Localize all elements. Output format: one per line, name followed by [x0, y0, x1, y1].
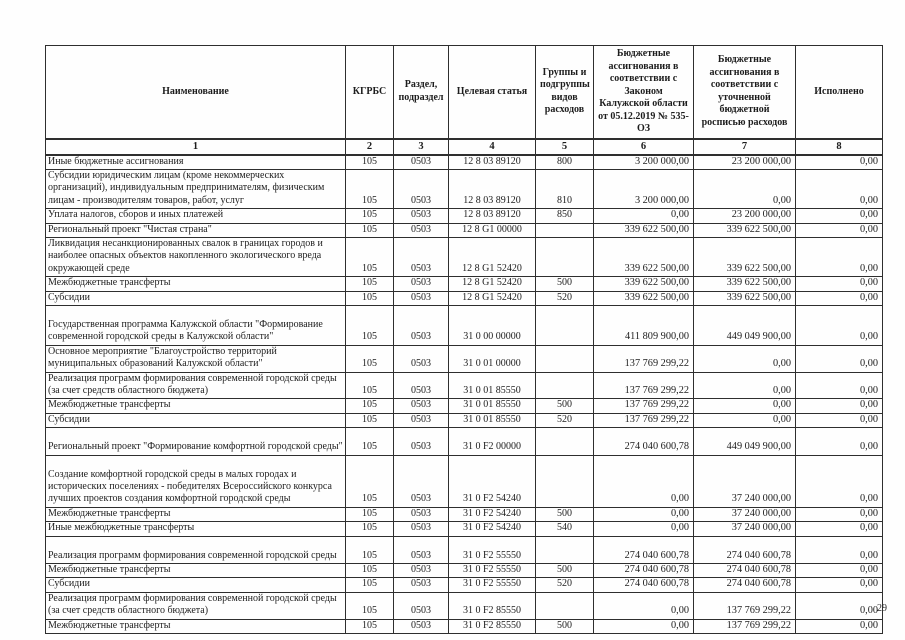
- row-expense-group-cell: 500: [536, 507, 594, 521]
- table-row: [46, 372, 883, 399]
- row-kgrbs-cell: 105: [346, 455, 394, 507]
- row-law-amount-cell: 137 769 299,22: [594, 372, 694, 399]
- row-kgrbs-cell: 105: [346, 592, 394, 619]
- row-expense-group-cell: 520: [536, 413, 594, 427]
- table-row: [46, 455, 883, 507]
- column-header-rospis-appropriations: Бюджетные ассигнования в соответствии с уточненной бюджетной росписью расходов: [694, 46, 796, 139]
- row-law-amount-cell: 137 769 299,22: [594, 413, 694, 427]
- row-expense-group-cell: 810: [536, 169, 594, 208]
- row-rospis-amount-cell: 0,00: [694, 372, 796, 399]
- row-expense-group-cell: 850: [536, 209, 594, 223]
- row-target-article-cell: 12 8 G1 00000: [449, 223, 536, 237]
- row-name-cell: Региональный проект "Чистая страна": [46, 223, 346, 237]
- row-law-amount-cell: 274 040 600,78: [594, 428, 694, 455]
- row-executed-amount-cell: 0,00: [796, 223, 883, 237]
- row-law-amount-cell: 339 622 500,00: [594, 291, 694, 305]
- row-executed-amount-cell: 0,00: [796, 428, 883, 455]
- row-law-amount-cell: 274 040 600,78: [594, 564, 694, 578]
- row-rospis-amount-cell: 449 049 900,00: [694, 305, 796, 345]
- row-name-cell: Межбюджетные трансферты: [46, 507, 346, 521]
- row-law-amount-cell: 0,00: [594, 592, 694, 619]
- row-expense-group-cell: 500: [536, 399, 594, 413]
- table-row: [46, 619, 883, 633]
- row-razdel-cell: 0503: [394, 522, 449, 536]
- table-row: [46, 399, 883, 413]
- row-law-amount-cell: 339 622 500,00: [594, 223, 694, 237]
- row-rospis-amount-cell: 339 622 500,00: [694, 237, 796, 276]
- row-kgrbs-cell: 105: [346, 413, 394, 427]
- row-kgrbs-cell: 105: [346, 536, 394, 563]
- table-row: [46, 507, 883, 521]
- row-razdel-cell: 0503: [394, 428, 449, 455]
- row-expense-group-cell: 520: [536, 291, 594, 305]
- column-number: 3: [394, 139, 449, 155]
- row-executed-amount-cell: 0,00: [796, 305, 883, 345]
- row-expense-group-cell: 500: [536, 564, 594, 578]
- row-expense-group-cell: 800: [536, 155, 594, 170]
- row-name-cell: Иные бюджетные ассигнования: [46, 155, 346, 170]
- row-executed-amount-cell: 0,00: [796, 578, 883, 592]
- row-target-article-cell: 12 8 G1 52420: [449, 291, 536, 305]
- row-name-cell: Межбюджетные трансферты: [46, 564, 346, 578]
- row-executed-amount-cell: 0,00: [796, 277, 883, 291]
- row-executed-amount-cell: 0,00: [796, 372, 883, 399]
- row-executed-amount-cell: 0,00: [796, 507, 883, 521]
- row-razdel-cell: 0503: [394, 291, 449, 305]
- row-kgrbs-cell: 105: [346, 619, 394, 633]
- row-razdel-cell: 0503: [394, 578, 449, 592]
- table-header: [46, 46, 883, 155]
- table-row: [46, 413, 883, 427]
- table-row: [46, 277, 883, 291]
- row-kgrbs-cell: 105: [346, 399, 394, 413]
- row-name-cell: Субсидии: [46, 413, 346, 427]
- row-kgrbs-cell: 105: [346, 372, 394, 399]
- row-rospis-amount-cell: 137 769 299,22: [694, 619, 796, 633]
- table-row: [46, 536, 883, 563]
- column-header-name: Наименование: [46, 46, 346, 139]
- row-expense-group-cell: [536, 345, 594, 372]
- table-row: [46, 305, 883, 345]
- row-rospis-amount-cell: 339 622 500,00: [694, 277, 796, 291]
- row-expense-group-cell: [536, 428, 594, 455]
- row-name-cell: Ликвидация несанкционированных свалок в границах городов и наиболее опасных объектов накопленного экологического вреда окружающей среде: [46, 237, 346, 276]
- row-razdel-cell: 0503: [394, 399, 449, 413]
- table-row: [46, 428, 883, 455]
- row-law-amount-cell: 0,00: [594, 507, 694, 521]
- row-executed-amount-cell: 0,00: [796, 522, 883, 536]
- row-name-cell: Создание комфортной городской среды в малых городах и исторических поселениях - победителях Всероссийского конкурса лучших проектов создания комфортной городской среды: [46, 455, 346, 507]
- row-name-cell: Субсидии юридическим лицам (кроме некоммерческих организаций), индивидуальным предпринимателям, физическим лицам - производителям товаров, работ, услуг: [46, 169, 346, 208]
- row-kgrbs-cell: 105: [346, 522, 394, 536]
- row-rospis-amount-cell: 37 240 000,00: [694, 455, 796, 507]
- row-executed-amount-cell: 0,00: [796, 455, 883, 507]
- row-law-amount-cell: 137 769 299,22: [594, 345, 694, 372]
- row-name-cell: Основное мероприятие "Благоустройство территорий муниципальных образований Калужской области": [46, 345, 346, 372]
- table-body: [46, 155, 883, 634]
- row-name-cell: Субсидии: [46, 578, 346, 592]
- table-row: [46, 592, 883, 619]
- row-rospis-amount-cell: 37 240 000,00: [694, 522, 796, 536]
- row-kgrbs-cell: 105: [346, 291, 394, 305]
- row-razdel-cell: 0503: [394, 413, 449, 427]
- table-row: [46, 155, 883, 170]
- row-name-cell: Региональный проект "Формирование комфортной городской среды": [46, 428, 346, 455]
- row-executed-amount-cell: 0,00: [796, 592, 883, 619]
- row-razdel-cell: 0503: [394, 345, 449, 372]
- row-kgrbs-cell: 105: [346, 507, 394, 521]
- column-header-kgrbs: КГРБС: [346, 46, 394, 139]
- table-row: [46, 522, 883, 536]
- row-kgrbs-cell: 105: [346, 428, 394, 455]
- table-row: [46, 209, 883, 223]
- column-number: 7: [694, 139, 796, 155]
- row-law-amount-cell: 0,00: [594, 619, 694, 633]
- row-expense-group-cell: [536, 237, 594, 276]
- row-rospis-amount-cell: 339 622 500,00: [694, 223, 796, 237]
- row-law-amount-cell: 137 769 299,22: [594, 399, 694, 413]
- row-law-amount-cell: 339 622 500,00: [594, 277, 694, 291]
- row-rospis-amount-cell: 0,00: [694, 345, 796, 372]
- row-target-article-cell: 31 0 F2 55550: [449, 536, 536, 563]
- row-executed-amount-cell: 0,00: [796, 155, 883, 170]
- row-razdel-cell: 0503: [394, 507, 449, 521]
- row-razdel-cell: 0503: [394, 536, 449, 563]
- row-rospis-amount-cell: 0,00: [694, 413, 796, 427]
- row-law-amount-cell: 3 200 000,00: [594, 155, 694, 170]
- row-razdel-cell: 0503: [394, 619, 449, 633]
- row-kgrbs-cell: 105: [346, 237, 394, 276]
- row-rospis-amount-cell: 339 622 500,00: [694, 291, 796, 305]
- row-razdel-cell: 0503: [394, 455, 449, 507]
- row-executed-amount-cell: 0,00: [796, 209, 883, 223]
- row-target-article-cell: 31 0 01 85550: [449, 413, 536, 427]
- row-kgrbs-cell: 105: [346, 578, 394, 592]
- row-name-cell: Реализация программ формирования современной городской среды (за счет средств областного бюджета): [46, 372, 346, 399]
- row-law-amount-cell: 274 040 600,78: [594, 578, 694, 592]
- column-number: 8: [796, 139, 883, 155]
- row-name-cell: Уплата налогов, сборов и иных платежей: [46, 209, 346, 223]
- row-name-cell: Государственная программа Калужской области "Формирование современной городской среды в Калужской области": [46, 305, 346, 345]
- row-kgrbs-cell: 105: [346, 305, 394, 345]
- row-rospis-amount-cell: 37 240 000,00: [694, 507, 796, 521]
- row-law-amount-cell: 0,00: [594, 522, 694, 536]
- column-number: 2: [346, 139, 394, 155]
- row-target-article-cell: 31 0 01 85550: [449, 399, 536, 413]
- row-kgrbs-cell: 105: [346, 155, 394, 170]
- row-target-article-cell: 31 0 F2 54240: [449, 507, 536, 521]
- row-target-article-cell: 12 8 G1 52420: [449, 277, 536, 291]
- column-number: 1: [46, 139, 346, 155]
- row-rospis-amount-cell: 449 049 900,00: [694, 428, 796, 455]
- row-law-amount-cell: 0,00: [594, 455, 694, 507]
- row-rospis-amount-cell: 0,00: [694, 169, 796, 208]
- row-target-article-cell: 31 0 F2 55550: [449, 578, 536, 592]
- row-razdel-cell: 0503: [394, 223, 449, 237]
- page-number: 29: [877, 603, 887, 614]
- row-executed-amount-cell: 0,00: [796, 413, 883, 427]
- column-number: 6: [594, 139, 694, 155]
- row-kgrbs-cell: 105: [346, 277, 394, 291]
- row-kgrbs-cell: 105: [346, 223, 394, 237]
- row-rospis-amount-cell: 274 040 600,78: [694, 578, 796, 592]
- row-rospis-amount-cell: 0,00: [694, 399, 796, 413]
- row-target-article-cell: 12 8 03 89120: [449, 169, 536, 208]
- column-header-executed: Исполнено: [796, 46, 883, 139]
- row-executed-amount-cell: 0,00: [796, 399, 883, 413]
- row-executed-amount-cell: 0,00: [796, 619, 883, 633]
- row-razdel-cell: 0503: [394, 237, 449, 276]
- row-razdel-cell: 0503: [394, 209, 449, 223]
- table-row: [46, 169, 883, 208]
- row-expense-group-cell: [536, 223, 594, 237]
- row-target-article-cell: 31 0 F2 55550: [449, 564, 536, 578]
- column-number: 4: [449, 139, 536, 155]
- row-expense-group-cell: [536, 592, 594, 619]
- row-kgrbs-cell: 105: [346, 209, 394, 223]
- row-target-article-cell: 31 0 00 00000: [449, 305, 536, 345]
- table-row: [46, 291, 883, 305]
- row-razdel-cell: 0503: [394, 277, 449, 291]
- row-name-cell: Субсидии: [46, 291, 346, 305]
- row-expense-group-cell: [536, 536, 594, 563]
- row-expense-group-cell: [536, 305, 594, 345]
- row-expense-group-cell: 500: [536, 619, 594, 633]
- row-rospis-amount-cell: 23 200 000,00: [694, 209, 796, 223]
- row-kgrbs-cell: 105: [346, 345, 394, 372]
- row-target-article-cell: 12 8 G1 52420: [449, 237, 536, 276]
- column-header-razdel: Раздел, подраздел: [394, 46, 449, 139]
- row-name-cell: Межбюджетные трансферты: [46, 619, 346, 633]
- row-target-article-cell: 31 0 F2 85550: [449, 619, 536, 633]
- table-row: [46, 237, 883, 276]
- row-target-article-cell: 12 8 03 89120: [449, 209, 536, 223]
- row-law-amount-cell: 411 809 900,00: [594, 305, 694, 345]
- row-executed-amount-cell: 0,00: [796, 169, 883, 208]
- row-executed-amount-cell: 0,00: [796, 291, 883, 305]
- row-rospis-amount-cell: 137 769 299,22: [694, 592, 796, 619]
- row-law-amount-cell: 0,00: [594, 209, 694, 223]
- header-row: [46, 46, 883, 139]
- row-executed-amount-cell: 0,00: [796, 345, 883, 372]
- table-row: [46, 564, 883, 578]
- row-name-cell: Реализация программ формирования современной городской среды (за счет средств областного бюджета): [46, 592, 346, 619]
- row-razdel-cell: 0503: [394, 372, 449, 399]
- row-expense-group-cell: 500: [536, 277, 594, 291]
- row-name-cell: Реализация программ формирования современной городской среды: [46, 536, 346, 563]
- row-target-article-cell: 31 0 F2 85550: [449, 592, 536, 619]
- column-header-expense-groups: Группы и подгруппы видов расходов: [536, 46, 594, 139]
- column-number: 5: [536, 139, 594, 155]
- row-law-amount-cell: 339 622 500,00: [594, 237, 694, 276]
- row-executed-amount-cell: 0,00: [796, 536, 883, 563]
- row-executed-amount-cell: 0,00: [796, 237, 883, 276]
- row-executed-amount-cell: 0,00: [796, 564, 883, 578]
- table-row: [46, 223, 883, 237]
- row-razdel-cell: 0503: [394, 305, 449, 345]
- row-razdel-cell: 0503: [394, 169, 449, 208]
- row-expense-group-cell: [536, 455, 594, 507]
- table-row: [46, 345, 883, 372]
- row-razdel-cell: 0503: [394, 564, 449, 578]
- column-header-law-appropriations: Бюджетные ассигнования в соответствии с Законом Калужской области от 05.12.2019 № 535-ОЗ: [594, 46, 694, 139]
- row-target-article-cell: 31 0 F2 54240: [449, 522, 536, 536]
- row-target-article-cell: 12 8 03 89120: [449, 155, 536, 170]
- row-target-article-cell: 31 0 F2 00000: [449, 428, 536, 455]
- row-target-article-cell: 31 0 01 00000: [449, 345, 536, 372]
- row-kgrbs-cell: 105: [346, 564, 394, 578]
- row-law-amount-cell: 3 200 000,00: [594, 169, 694, 208]
- row-rospis-amount-cell: 274 040 600,78: [694, 564, 796, 578]
- row-target-article-cell: 31 0 01 85550: [449, 372, 536, 399]
- row-razdel-cell: 0503: [394, 592, 449, 619]
- row-expense-group-cell: 520: [536, 578, 594, 592]
- row-target-article-cell: 31 0 F2 54240: [449, 455, 536, 507]
- table-row: [46, 578, 883, 592]
- row-expense-group-cell: 540: [536, 522, 594, 536]
- budget-appropriations-table: [45, 45, 883, 634]
- row-rospis-amount-cell: 274 040 600,78: [694, 536, 796, 563]
- column-number-row: [46, 139, 883, 155]
- row-name-cell: Иные межбюджетные трансферты: [46, 522, 346, 536]
- row-razdel-cell: 0503: [394, 155, 449, 170]
- row-name-cell: Межбюджетные трансферты: [46, 399, 346, 413]
- column-header-target-article: Целевая статья: [449, 46, 536, 139]
- row-kgrbs-cell: 105: [346, 169, 394, 208]
- row-law-amount-cell: 274 040 600,78: [594, 536, 694, 563]
- row-expense-group-cell: [536, 372, 594, 399]
- row-name-cell: Межбюджетные трансферты: [46, 277, 346, 291]
- row-rospis-amount-cell: 23 200 000,00: [694, 155, 796, 170]
